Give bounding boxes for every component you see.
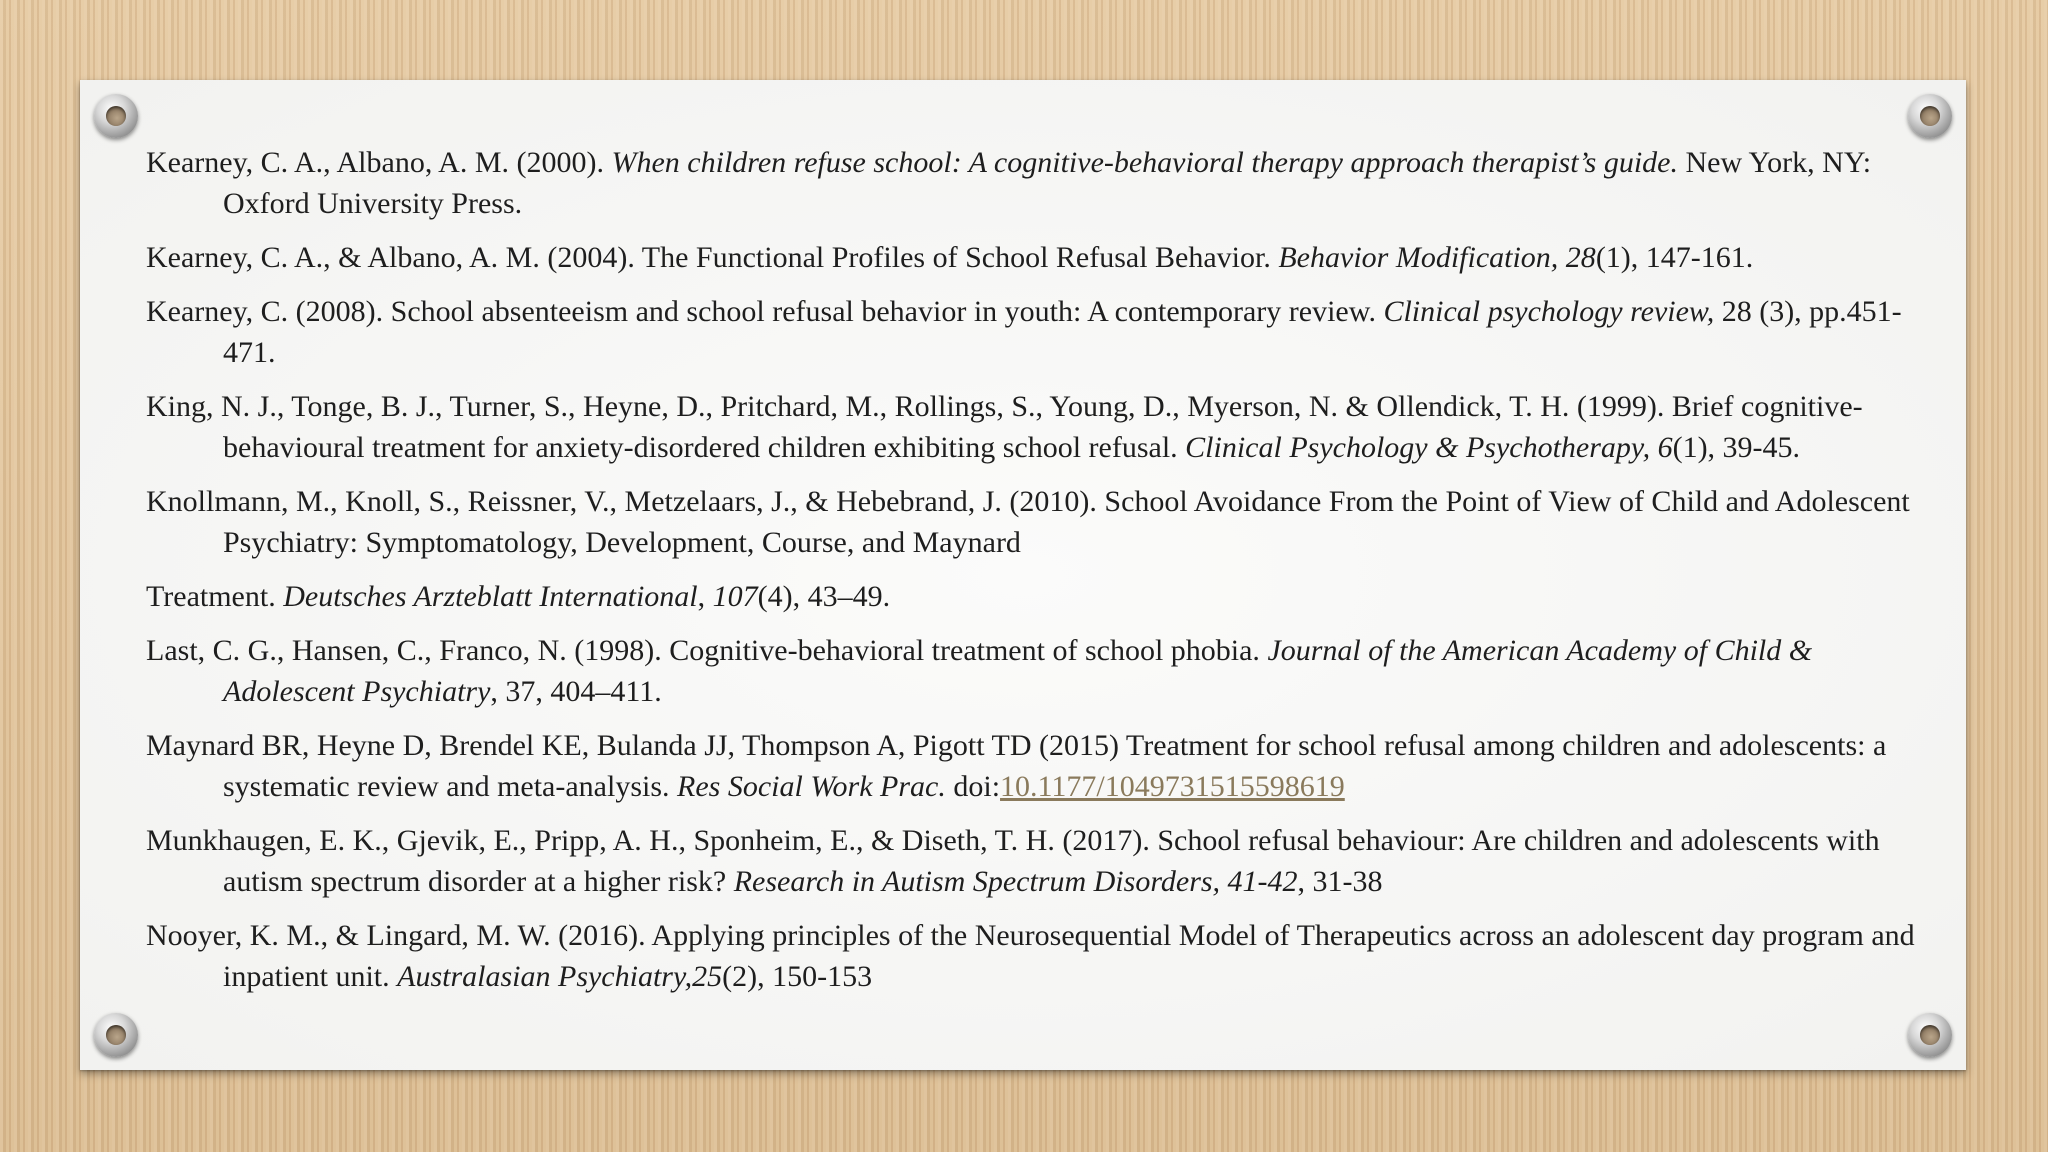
reference-journal: Res Social Work Prac. (677, 770, 946, 803)
reference-journal: Behavior Modification, 28 (1278, 241, 1596, 274)
reference-journal: Australasian Psychiatry,25 (397, 960, 723, 993)
reference-text: , 31-38 (1297, 865, 1383, 898)
reference-journal: Research in Autism Spectrum Disorders, 41-42 (733, 865, 1298, 898)
reference-text: 28 (3), pp.451-471. (223, 295, 1902, 369)
reference-knollmann-2010 (146, 481, 1926, 563)
grommet-top-left-icon (94, 94, 138, 138)
reference-volume: 107 (712, 580, 758, 613)
reference-text: Kearney, C. A., & Albano, A. M. (2004). The Functional Profiles of School Refusal Behavior. (146, 241, 1279, 274)
reference-maynard-2015 (146, 725, 1926, 807)
reference-text: New York, NY: Oxford University Press. (223, 146, 1872, 220)
reference-text: Treatment. (146, 580, 284, 613)
reference-list (146, 142, 1926, 1010)
reference-journal: Clinical Psychology & Psychotherapy, 6 (1185, 431, 1673, 464)
reference-text: Munkhaugen, E. K., Gjevik, E., Pripp, A. H., Sponheim, E., & Diseth, T. H. (2017). School refusal behaviour: Are children and adolescents with autism spectrum disorder at a higher risk? (146, 824, 1880, 898)
reference-text: Kearney, C. (2008). School absenteeism and school refusal behavior in youth: A contemporary review. (146, 295, 1384, 328)
doi-link[interactable]: 10.1177/1049731515598619 (1000, 770, 1345, 803)
grommet-bottom-right-icon (1908, 1013, 1952, 1057)
reference-text: Last, C. G., Hansen, C., Franco, N. (1998). Cognitive-behavioral treatment of school phobia. (146, 634, 1268, 667)
reference-text: (1), 39-45. (1672, 431, 1801, 464)
reference-text: , 37, 404–411. (490, 675, 662, 708)
reference-journal: Deutsches Arzteblatt International (283, 580, 698, 613)
reference-nooyer-2016 (146, 915, 1926, 997)
reference-text: King, N. J., Tonge, B. J., Turner, S., Heyne, D., Pritchard, M., Rollings, S., Young, D., Myerson, N. & Ollendick, T. H. (1999). Brief cognitive-behavioural treatment for anxiety-disordered children exhibiting school refusal. (146, 390, 1863, 464)
reference-text: Nooyer, K. M., & Lingard, M. W. (2016). Applying principles of the Neurosequential Model of Therapeutics across an adolescent day program and inpatient unit. (146, 919, 1915, 993)
reference-kearney-albano-2000 (146, 142, 1926, 224)
reference-last-1998 (146, 630, 1926, 712)
reference-kearney-2008 (146, 291, 1926, 373)
reference-journal: Clinical psychology review, (1383, 295, 1715, 328)
grommet-bottom-left-icon (94, 1013, 138, 1057)
reference-title: When children refuse school: A cognitive-behavioral therapy approach therapist’s guide. (611, 146, 1678, 179)
reference-text: , (697, 580, 713, 613)
reference-text: doi: (945, 770, 1001, 803)
reference-text: (4), 43–49. (757, 580, 891, 613)
reference-king-1999 (146, 386, 1926, 468)
reference-knollmann-2010-continued (146, 576, 1926, 617)
reference-text: Kearney, C. A., Albano, A. M. (2000). (146, 146, 612, 179)
reference-munkhaugen-2017 (146, 820, 1926, 902)
reference-journal: Journal of the American Academy of Child & Adolescent Psychiatry (223, 634, 1813, 708)
reference-text: (2), 150-153 (722, 960, 873, 993)
reference-text: Knollmann, M., Knoll, S., Reissner, V., Metzelaars, J., & Hebebrand, J. (2010). School Avoidance From the Point of View of Child and Adolescent Psychiatry: Symptomatology, Development, Course, and Maynard (146, 485, 1910, 559)
reference-text: (1), 147-161. (1595, 241, 1754, 274)
reference-text: Maynard BR, Heyne D, Brendel KE, Bulanda JJ, Thompson A, Pigott TD (2015) Treatment for school refusal among children and adolescents: a systematic review and meta-analysis. (146, 729, 1887, 803)
grommet-top-right-icon (1908, 94, 1952, 138)
reference-kearney-albano-2004 (146, 237, 1926, 278)
